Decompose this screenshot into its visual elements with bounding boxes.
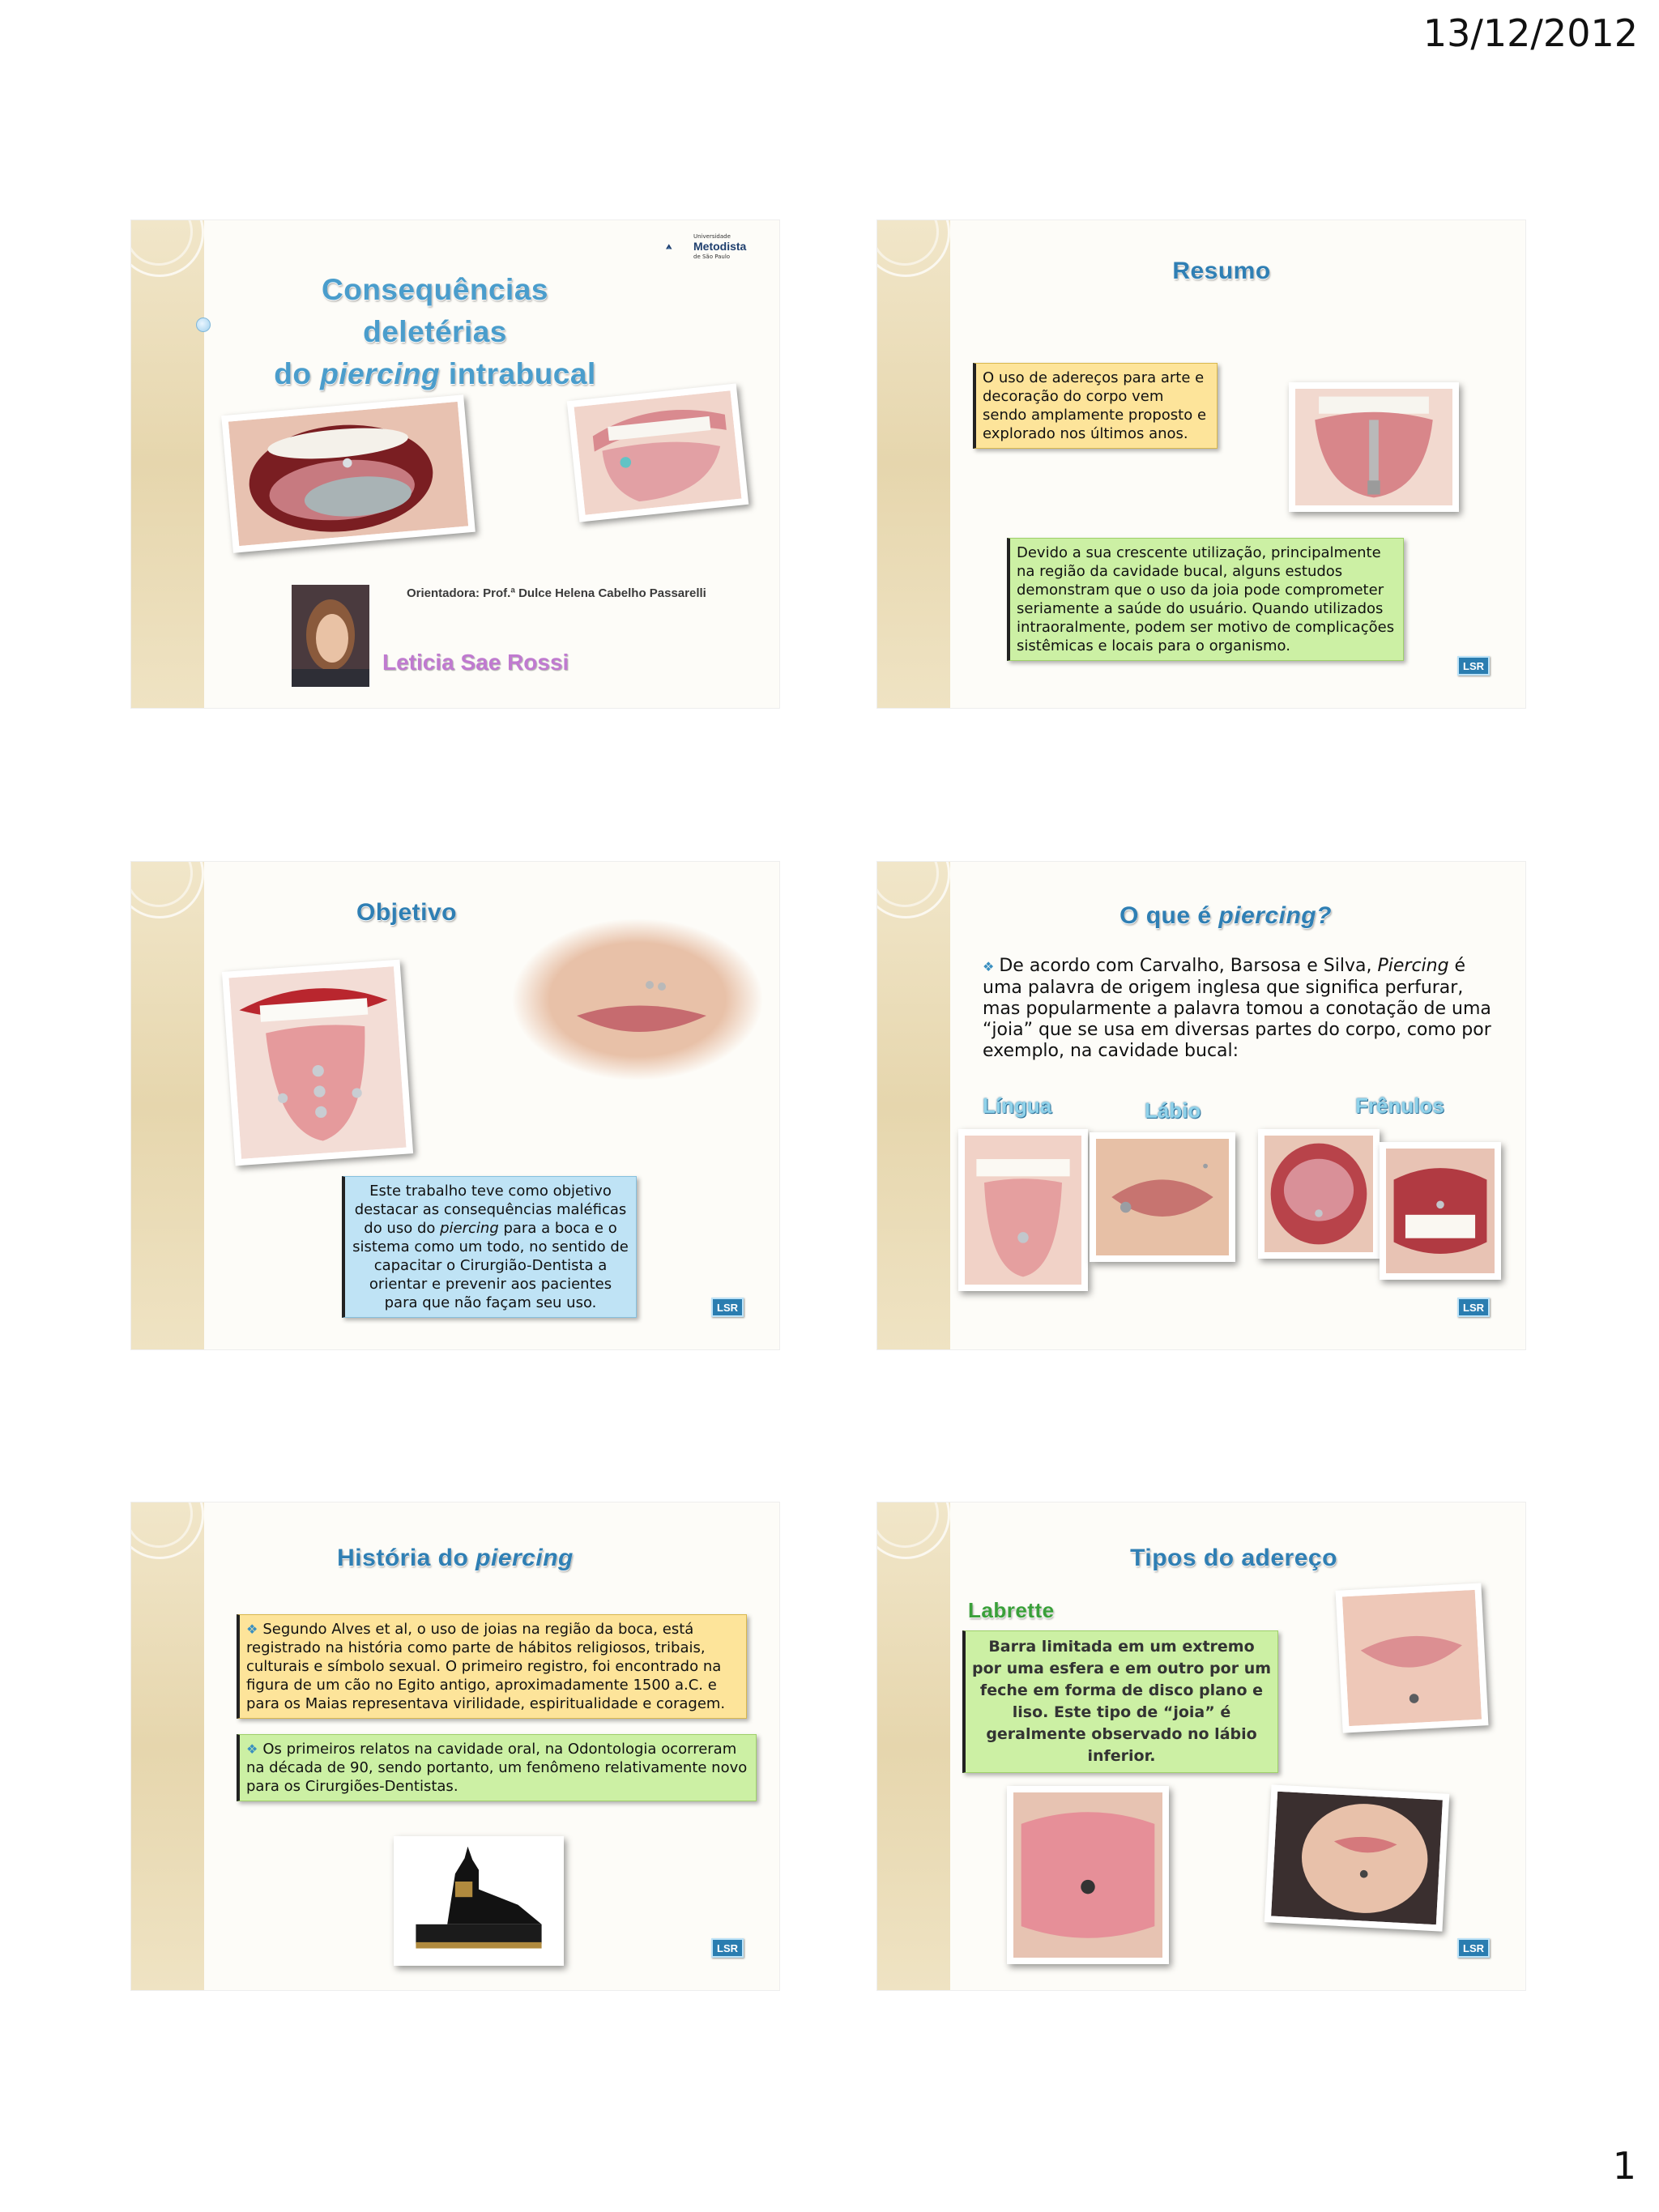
slide-strip [131, 862, 204, 1349]
definition-text: ❖ De acordo com Carvalho, Barsosa e Silva, Piercing é uma palavra de origem inglesa que significa perfurar, mas popularmente a palavra tomou a conotação de uma “joia” que se usa em diversas partes do corpo, como por exemplo, na cavidade bucal: [983, 956, 1491, 1061]
author-photo [292, 585, 369, 687]
lsr-badge: LSR [1457, 656, 1490, 676]
photo-frenulo-labial [1380, 1142, 1501, 1280]
slide-strip [877, 220, 950, 708]
labrette-description-box: Barra limitada em um extremo por uma esfera e em outro por um feche em forma de disco plano e liso. Este tipo de “joia” é geralmente observado no lábio inferior. [962, 1630, 1278, 1773]
summary-box-intro: O uso de adereços para arte e decoração do corpo vem sendo amplamente proposto e explorado nos últimos anos. [973, 363, 1218, 449]
objective-box: Este trabalho teve como objetivo destacar as consequências maléficas do uso do piercing para a boca e o sistema como um todo, no sentido de capacitar o Cirurgião-Dentista a orientar e prevenir aos pacientes para que não façam seu uso. [342, 1176, 637, 1318]
photo-tongue-zipper [1289, 382, 1459, 512]
slide-strip [131, 1502, 204, 1990]
photo-anubis [394, 1836, 564, 1966]
slide-heading: Tipos do adereço [1130, 1545, 1337, 1571]
slide-title [131, 220, 779, 708]
lsr-badge: LSR [711, 1938, 744, 1958]
slide-heading: O que é piercing? [1120, 902, 1332, 929]
slide-subheading: Labrette [968, 1598, 1055, 1622]
diamond-bullet-icon: ❖ [983, 959, 995, 974]
slide-resumo [877, 220, 1525, 708]
label-lingua: Língua [983, 1093, 1052, 1118]
logo-emblem-icon [666, 235, 690, 259]
photo-labrette-inner [1007, 1786, 1169, 1964]
photo-tongue-piercings [222, 960, 413, 1166]
slide-strip [131, 220, 204, 708]
slide-heading: Objetivo [356, 899, 457, 926]
photo-labrette-lip [1336, 1583, 1489, 1733]
slide-strip [877, 862, 950, 1349]
label-labio: Lábio [1145, 1098, 1201, 1123]
slide-title-text: Consequências deletérias do piercing intrabucal [274, 273, 596, 390]
slide-objetivo [131, 862, 779, 1349]
label-frenulos: Frênulos [1355, 1093, 1444, 1118]
slide-heading: Resumo [1172, 258, 1271, 284]
photo-lip-piercing [512, 918, 763, 1080]
lsr-badge: LSR [1457, 1298, 1490, 1317]
slide-heading: História do piercing [337, 1545, 574, 1571]
print-date: 13/12/2012 [1422, 11, 1638, 55]
slide-strip [877, 1502, 950, 1990]
photo-labrette-chin [1265, 1784, 1450, 1931]
photo-open-mouth [221, 394, 476, 552]
university-logo: Universidade Metodista de São Paulo [666, 232, 763, 264]
author-name: Leticia Sae Rossi [382, 650, 569, 675]
diamond-bullet-icon: ❖ [246, 1622, 258, 1637]
history-box-origins: ❖ Segundo Alves et al, o uso de joias na região da boca, está registrado na história como parte de hábitos religiosos, tribais, culturais e símbolo sexual. O primeiro registro, foi encontrado na figura de um cão no Egito antigo, aproximadamente 1500 a.C. e para os Maias representava virilidade, espiritualidade e coragem. [237, 1614, 747, 1719]
bubble-icon [196, 318, 211, 332]
page-number: 1 [1612, 2144, 1636, 2188]
slide-historia [131, 1502, 779, 1990]
lsr-badge: LSR [1457, 1938, 1490, 1958]
photo-lingua [958, 1129, 1088, 1291]
history-box-dentistry: ❖ Os primeiros relatos na cavidade oral, na Odontologia ocorreram na década de 90, sendo portanto, um fenômeno relativamente novo para os Cirurgiões-Dentistas. [237, 1734, 757, 1801]
slide-o-que-e-piercing [877, 862, 1525, 1349]
photo-frenulo-lingual [1258, 1129, 1380, 1259]
slide-tipos [877, 1502, 1525, 1990]
summary-box-detail: Devido a sua crescente utilização, principalmente na região da cavidade bucal, alguns estudos demonstram que o uso da joia pode comprometer seriamente a saúde do usuário. Quando utilizados intraoralmente, podem ser motivo de complicações sistêmicas e locais para o organismo. [1007, 538, 1404, 661]
lsr-badge: LSR [711, 1298, 744, 1317]
photo-labio [1090, 1132, 1235, 1262]
photo-tongue-piercing [567, 383, 749, 522]
diamond-bullet-icon: ❖ [246, 1741, 258, 1757]
advisor-text: Orientadora: Prof.ª Dulce Helena Cabelho Passarelli [407, 586, 706, 600]
